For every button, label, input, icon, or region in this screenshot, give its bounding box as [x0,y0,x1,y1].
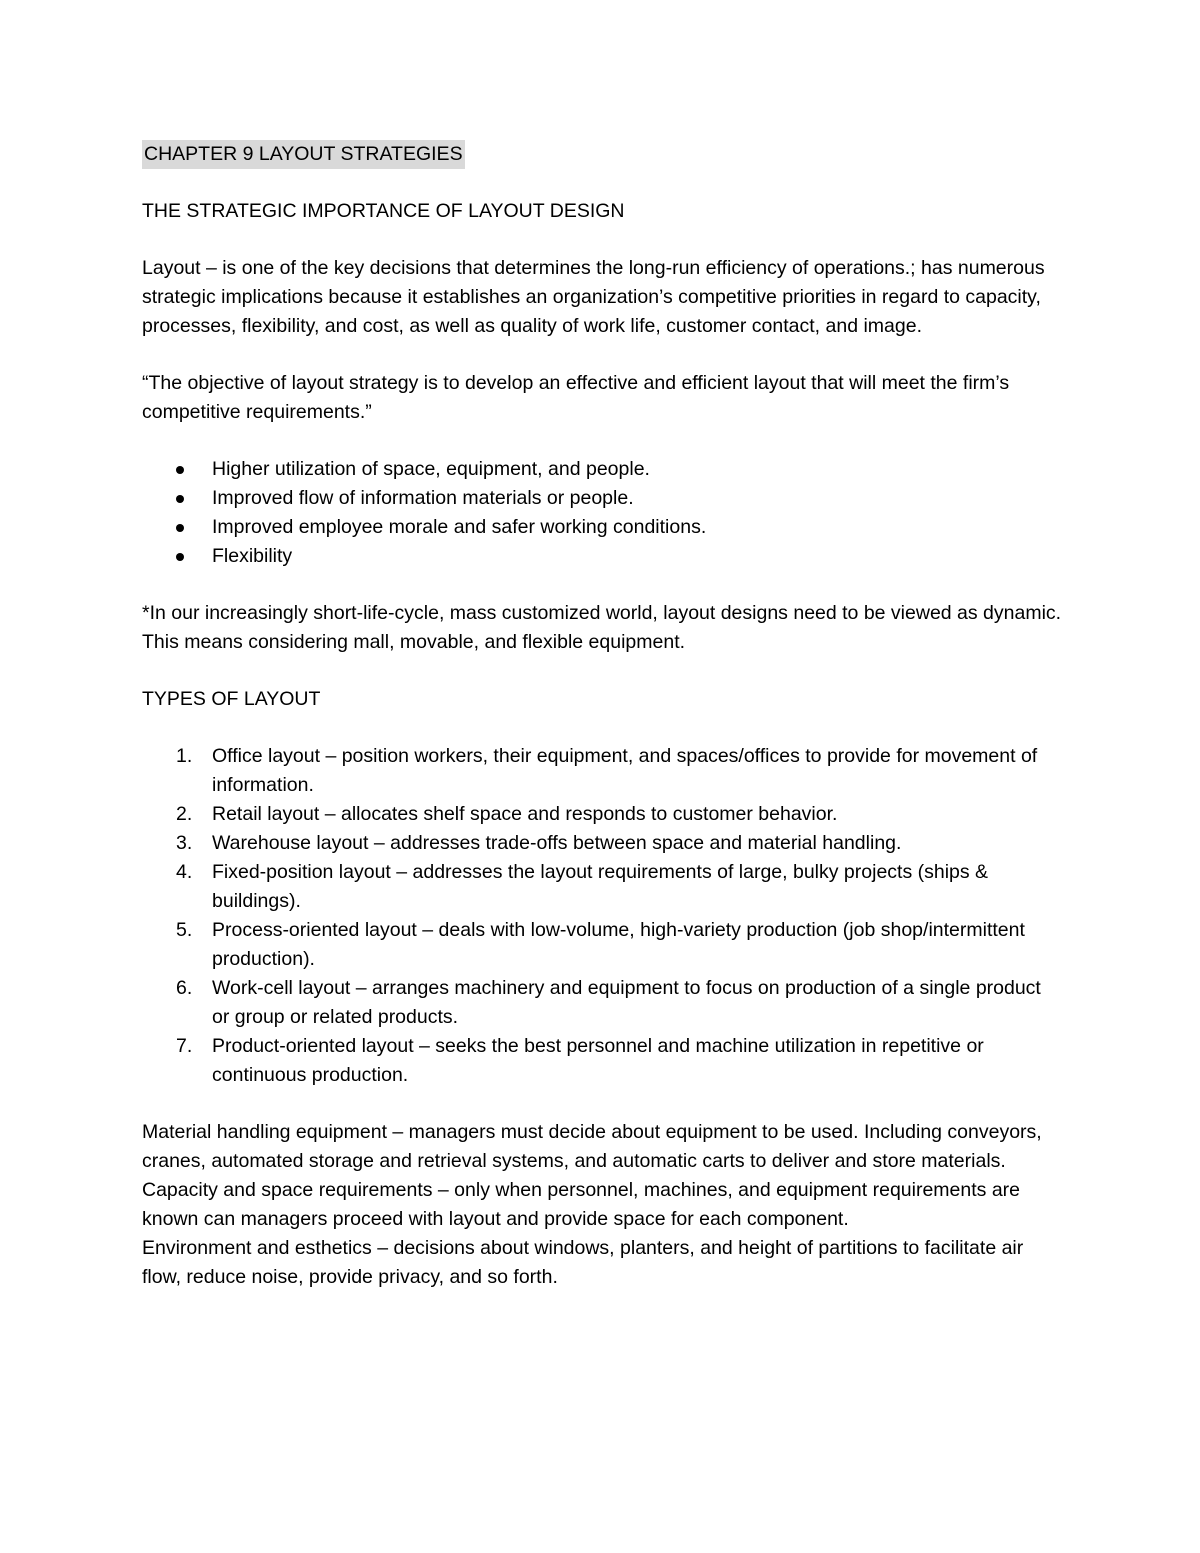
list-item-text: Work-cell layout – arranges machinery and equipment to focus on production of a single product or group or related products. [212,977,1041,1028]
list-item-text: Product-oriented layout – seeks the best personnel and machine utilization in repetitive or continuous production. [212,1035,984,1086]
list-item-text: Fixed-position layout – addresses the layout requirements of large, bulky projects (ships & buildings). [212,861,989,912]
list-item-text: Improved flow of information materials or people. [212,487,634,509]
list-item-text: Higher utilization of space, equipment, and people. [212,458,650,480]
list-item-text: Process-oriented layout – deals with low-volume, high-variety production (job shop/intermittent production). [212,919,1025,970]
bullet-icon [176,466,184,474]
list-number: 7. [176,1035,193,1057]
list-number: 6. [176,977,193,999]
list-item [142,1032,1062,1090]
objectives-list [142,455,1062,571]
capacity-space-paragraph: Capacity and space requirements – only when personnel, machines, and equipment requirements are known can managers proceed with layout and provide space for each component. [142,1179,1021,1230]
objective-quote-paragraph: “The objective of layout strategy is to develop an effective and efficient layout that will meet the firm’s competitive requirements.” [142,372,1010,423]
list-number: 4. [176,861,193,883]
list-item-text: Office layout – position workers, their equipment, and spaces/offices to provide for movement of information. [212,745,1038,796]
bullet-icon [176,553,184,561]
list-number: 3. [176,832,193,854]
section-heading-types-of-layout: TYPES OF LAYOUT [142,688,321,710]
dynamic-layout-note: *In our increasingly short-life-cycle, mass customized world, layout designs need to be viewed as dynamic. This means considering mall, movable, and flexible equipment. [142,602,1062,653]
list-item [142,484,1062,513]
list-item-text: Warehouse layout – addresses trade-offs between space and material handling. [212,832,902,854]
list-item [142,916,1062,974]
list-item-text: Retail layout – allocates shelf space and responds to customer behavior. [212,803,838,825]
list-number: 2. [176,803,193,825]
bullet-icon [176,495,184,503]
bullet-icon [176,524,184,532]
list-number: 1. [176,745,193,767]
layout-types-list [142,742,1062,1090]
list-item [142,742,1062,800]
list-item [142,542,1062,571]
list-item [142,455,1062,484]
document-page [142,140,1062,1292]
material-handling-paragraph: Material handling equipment – managers must decide about equipment to be used. Including conveyors, cranes, automated storage and retrieval systems, and automatic carts to deliver and store materials. [142,1121,1042,1172]
list-item [142,513,1062,542]
list-item [142,829,1062,858]
list-item [142,858,1062,916]
layout-definition-paragraph: Layout – is one of the key decisions that determines the long-run efficiency of operations.; has numerous strategic implications because it establishes an organization’s competitive priorities in regard to capacity, processes, flexibility, and cost, as well as quality of work life, customer contact, and image. [142,257,1045,337]
section-heading-strategic-importance: THE STRATEGIC IMPORTANCE OF LAYOUT DESIGN [142,200,625,222]
chapter-title: CHAPTER 9 LAYOUT STRATEGIES [142,140,465,169]
list-item [142,974,1062,1032]
list-item [142,800,1062,829]
list-item-text: Flexibility [212,545,293,567]
list-item-text: Improved employee morale and safer working conditions. [212,516,707,538]
list-number: 5. [176,919,193,941]
environment-esthetics-paragraph: Environment and esthetics – decisions about windows, planters, and height of partitions to facilitate air flow, reduce noise, provide privacy, and so forth. [142,1237,1024,1288]
